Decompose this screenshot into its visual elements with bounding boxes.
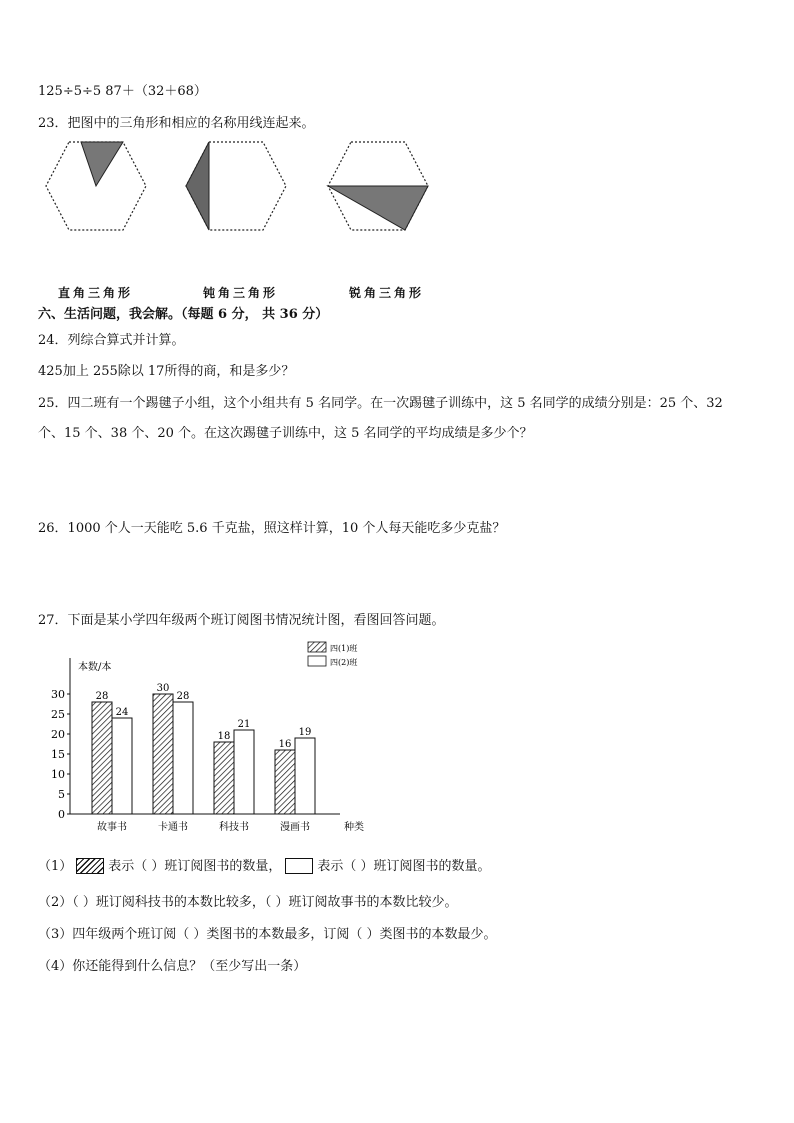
sub1-part-c: 表示（ ）班订阅图书的数量。 [317,859,491,874]
sub-question-2: （2）（ ）班订阅科技书的本数比较多，（ ）班订阅故事书的本数比较少。 [38,895,458,910]
y-tick-label: 25 [51,708,65,721]
bar-value-label: 18 [217,731,231,742]
question-27: 27．下面是某小学四年级两个班订阅图书情况统计图，看图回答问题。 [38,613,445,628]
bar-value-label: 19 [298,727,312,738]
y-tick-label: 20 [51,728,65,741]
hexagon-figure-2 [184,140,288,232]
question-24-body: 425加上 255除以 17所得的商，和是多少？ [38,364,295,379]
label-acute-triangle: 锐角三角形 [349,286,425,300]
y-axis-label: 本数/本 [78,662,112,673]
x-axis-label: 种类 [344,822,364,833]
sub-question-4: （4）你还能得到什么信息？（至少写出一条） [38,959,307,974]
bar-1-3 [275,750,295,814]
category-label: 漫画书 [280,822,310,833]
y-tick-label: 15 [51,748,65,761]
question-23: 23．把图中的三角形和相应的名称用线连起来。 [38,116,315,131]
legend-swatch [308,642,326,652]
y-tick-label: 0 [58,808,65,821]
label-obtuse-triangle: 钝角三角形 [203,286,279,300]
category-label: 科技书 [219,822,249,833]
legend-swatch [308,656,326,666]
bar-value-label: 24 [115,707,129,718]
sub-question-3: （3）四年级两个班订阅（ ）类图书的本数最多，订阅（ ）类图书的本数最少。 [38,927,497,942]
bar-value-label: 28 [95,691,109,702]
bar-2-3 [295,738,315,814]
question-26: 26．1000 个人一天能吃 5.6 千克盐，照这样计算，10 个人每天能吃多少克盐？ [38,521,506,536]
bar-value-label: 30 [156,683,170,694]
sub1-part-b: 表示（ ）班订阅图书的数量， [108,859,282,874]
calc-line: 125÷5÷5 87＋（32＋68） [38,84,207,99]
bar-chart [50,640,380,840]
legend-label: 四(1)班 [330,644,358,653]
hatched-legend-swatch [76,858,104,874]
hexagon-figure-1 [44,140,148,232]
category-label: 故事书 [97,822,127,833]
legend-label: 四(2)班 [330,658,358,667]
bar-value-label: 21 [237,719,251,730]
question-25-line1: 25．四二班有一个踢毽子小组，这个小组共有 5 名同学。在一次踢毽子训练中，这 5 名同学的成绩分别是：25 个、32 [38,396,723,411]
bar-1-2 [214,742,234,814]
bar-2-2 [234,730,254,814]
white-legend-swatch [285,858,313,874]
bar-value-label: 16 [278,739,292,750]
sub-question-1 [38,858,491,876]
label-right-triangle: 直角三角形 [58,286,134,300]
y-tick-label: 10 [51,768,65,781]
bar-2-0 [112,718,132,814]
y-tick-label: 5 [58,788,65,801]
y-tick-label: 30 [51,688,65,701]
bar-1-1 [153,694,173,814]
sub1-number: （1） [38,859,73,874]
hexagon-figure-3 [326,140,430,232]
question-24: 24．列综合算式并计算。 [38,333,185,348]
bar-1-0 [92,702,112,814]
bar-2-1 [173,702,193,814]
section-6-heading: 六、生活问题，我会解。（每题 6 分， 共 36 分） [38,307,329,322]
category-label: 卡通书 [158,822,188,833]
bar-value-label: 28 [176,691,190,702]
question-25-line2: 个、15 个、38 个、20 个。在这次踢毽子训练中，这 5 名同学的平均成绩是多少个？ [38,426,533,441]
